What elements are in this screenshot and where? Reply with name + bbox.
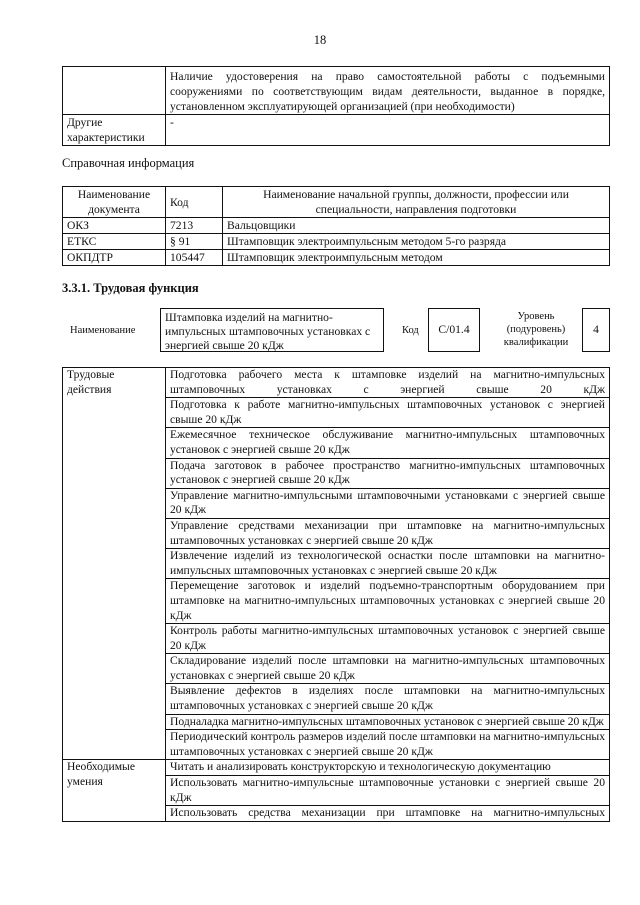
skill-item: Использовать средства механизации при штамповке на магнитно-импульсных bbox=[166, 806, 610, 822]
reference-cell: 7213 bbox=[166, 218, 223, 234]
top-table-empty-cell bbox=[63, 67, 166, 115]
function-code-box bbox=[428, 308, 480, 352]
skill-item: Использовать магнитно-импульсные штамповочные установки с энергией свыше 20 кДж bbox=[166, 776, 610, 806]
reference-header-doc: Наименование документа bbox=[63, 187, 166, 218]
action-item: Подналадка магнитно-импульсных штамповочных установок с энергией свыше 20 кДж bbox=[166, 714, 610, 730]
action-item: Подготовка рабочего места к штамповке изделий на магнитно-импульсных штамповочных установках с энергией свыше 20 кДж bbox=[166, 368, 610, 398]
code-label: Код bbox=[402, 325, 419, 336]
table-row bbox=[63, 234, 610, 250]
reference-cell: Штамповщик электроимпульсным методом bbox=[223, 250, 610, 266]
action-item: Складирование изделий после штамповки на магнитно-импульсных штамповочных установках с энергией свыше 20 кДж bbox=[166, 654, 610, 684]
reference-header-code: Код bbox=[166, 187, 223, 218]
action-item: Выявление дефектов в изделиях после штамповки на магнитно-импульсных штамповочных установках с энергией свыше 20 кДж bbox=[166, 684, 610, 714]
top-table-row2-value: - bbox=[166, 115, 610, 146]
function-name-box bbox=[160, 308, 384, 352]
function-name-value: Штамповка изделий на магнитно-импульсных штамповочных установках с энергией свыше 20 кДж bbox=[165, 311, 371, 352]
action-item: Ежемесячное техническое обслуживание магнитно-импульсных штамповочных установок с энергией свыше 20 кДж bbox=[166, 428, 610, 458]
reference-cell: ОКЗ bbox=[63, 218, 166, 234]
function-level-box bbox=[582, 308, 610, 352]
reference-cell: ОКПДТР bbox=[63, 250, 166, 266]
function-level-value: 4 bbox=[593, 323, 599, 336]
skill-item: Читать и анализировать конструкторскую и технологическую документацию bbox=[166, 760, 610, 776]
function-code-value: C/01.4 bbox=[438, 323, 470, 336]
name-label: Наименование bbox=[70, 325, 136, 336]
action-item: Извлечение изделий из технологической оснастки после штамповки на магнитно-импульсных штамповочных установках с энергией свыше 20 кДж bbox=[166, 549, 610, 579]
actions-label: Трудовые действия bbox=[63, 368, 166, 760]
reference-cell: § 91 bbox=[166, 234, 223, 250]
reference-title: Справочная информация bbox=[62, 156, 195, 170]
table-row bbox=[63, 187, 610, 218]
action-item: Подача заготовок в рабочее пространство магнитно-импульсных штамповочных установок с энергией свыше 20 кДж bbox=[166, 458, 610, 488]
table-row bbox=[63, 250, 610, 266]
table-row bbox=[63, 218, 610, 234]
top-table-row2-label: Другие характеристики bbox=[63, 115, 166, 146]
action-item: Управление средствами механизации при штамповке на магнитно-импульсных штамповочных установках с энергией свыше 20 кДж bbox=[166, 518, 610, 548]
table-row bbox=[63, 368, 610, 398]
reference-cell: ЕТКС bbox=[63, 234, 166, 250]
main-table bbox=[62, 367, 610, 822]
reference-header-name: Наименование начальной группы, должности, профессии или специальности, направления подготовки bbox=[223, 187, 610, 218]
page-number: 18 bbox=[313, 33, 327, 47]
table-row bbox=[63, 760, 610, 776]
action-item: Подготовка к работе магнитно-импульсных штамповочных установок с энергией свыше 20 кДж bbox=[166, 398, 610, 428]
reference-cell: Вальцовщики bbox=[223, 218, 610, 234]
function-heading: 3.3.1. Трудовая функция bbox=[62, 281, 199, 295]
level-label: Уровень (подуровень) квалификации bbox=[503, 311, 569, 348]
reference-table bbox=[62, 186, 610, 266]
top-table bbox=[62, 66, 610, 146]
skills-label: Необходимые умения bbox=[63, 760, 166, 821]
action-item: Перемещение заготовок и изделий подъемно-транспортным оборудованием при штамповке на магнитно-импульсных штамповочных установках с энергией свыше 20 кДж bbox=[166, 579, 610, 624]
action-item: Управление магнитно-импульсными штамповочными установками с энергией свыше 20 кДж bbox=[166, 488, 610, 518]
reference-cell: Штамповщик электроимпульсным методом 5-го разряда bbox=[223, 234, 610, 250]
top-table-row1-text: Наличие удостоверения на право самостоятельной работы с подъемными сооружениями по соответствующим видам деятельности, выданное в порядке, установленном эксплуатирующей организацией (при необходимости) bbox=[166, 67, 610, 115]
action-item: Контроль работы магнитно-импульсных штамповочных установок с энергией свыше 20 кДж bbox=[166, 624, 610, 654]
reference-cell: 105447 bbox=[166, 250, 223, 266]
action-item: Периодический контроль размеров изделий после штамповки на магнитно-импульсных штамповочных установках с энергией свыше 20 кДж bbox=[166, 730, 610, 760]
